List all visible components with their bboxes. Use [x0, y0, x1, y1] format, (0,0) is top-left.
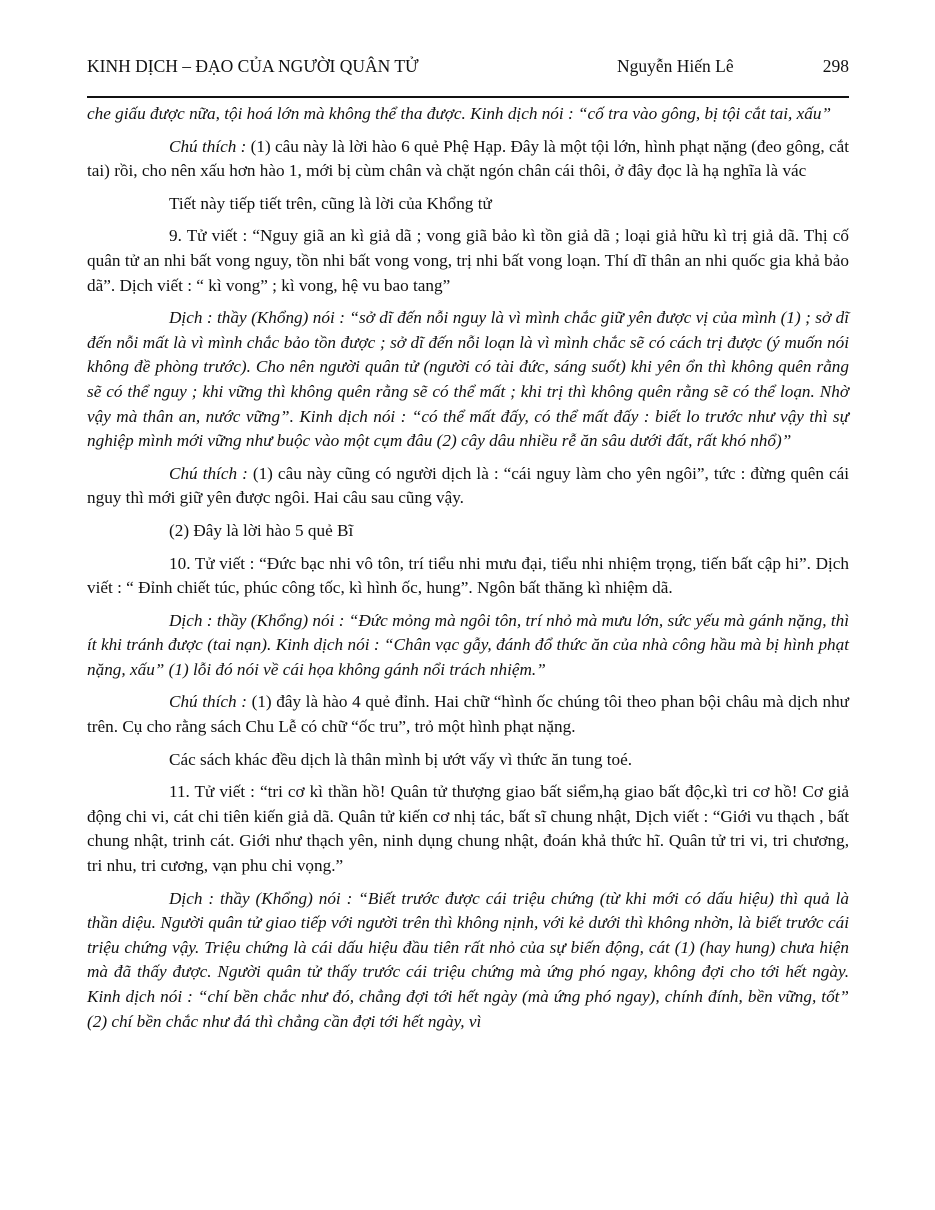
- italic-text: Chú thích :: [169, 136, 251, 156]
- italic-text: Chú thích :: [169, 692, 252, 712]
- paragraph: [87, 224, 849, 298]
- italic-text: Dịch : thầy (Khổng) nói : “Đức mỏng mà ngôi tôn, trí nhỏ mà mưu lớn, sức yếu mà gánh nặng, thì ít khi tránh được (tai nạn). Kinh dịch nói : “Chân vạc gẫy, đánh đổ thức ăn của nhà công hầu mà bị hình phạt nặng, xấu” (1) lỗi đó nói về cái họa không gánh nổi trách nhiệm.”: [87, 610, 849, 679]
- paragraph: [87, 102, 849, 127]
- body-text: 11. Tử viết : “tri cơ kì thần hồ! Quân tử thượng giao bất siểm,hạ giao bất độc,kì tri cơ hồ! Cơ giả động chi vi, cát chi tiên kiến giả dã. Quân tử kiến cơ nhị tác, bất sĩ chung nhật, Dịch viết : “Giới vu thạch , bất chung nhật, trinh cát. Giới như thạch yên, ninh dụng chung nhật, đoán khả thức hĩ. Quân tử tri vi, tri chương, tri nhu, tri cương, vạn phu chi vọng.”: [87, 782, 849, 876]
- italic-text: Dịch : thầy (Khổng) nói : “Biết trước được cái triệu chứng (từ khi mới có dấu hiệu) thì quả là thần diệu. Người quân tử giao tiếp với người trên thì không nịnh, với kẻ dưới thì không nhờn, là biết trước cái triệu chứng vậy. Triệu chứng là cái dấu hiệu đầu tiên rất nhỏ của sự biến động, cát (1) (hay hung) chưa hiện mà đã thấy được. Người quân tử thấy trước cái triệu chứng mà ứng phó ngay, không đợi cho tới hết ngày. Kinh dịch nói : “chí bền chắc như đó, chẳng đợi tới hết ngày (mà ứng phó ngay), chính đính, bền vững, tốt” (2) chí bền chắc như đá thì chẳng cần đợi tới hết ngày, vì: [87, 888, 849, 1031]
- paragraph: [87, 519, 849, 544]
- body-text: (2) Đây là lời hào 5 quẻ Bĩ: [169, 520, 354, 540]
- document-body: [87, 102, 849, 1034]
- document-page: [87, 56, 849, 1042]
- book-title: KINH DỊCH – ĐẠO CỦA NGƯỜI QUÂN TỬ: [87, 56, 419, 76]
- italic-text: Chú thích :: [169, 463, 253, 483]
- italic-text: che giấu được nữa, tội hoá lớn mà không thể tha được. Kinh dịch nói : “cố tra vào gông, bị tội cắt tai, xấu”: [87, 104, 832, 123]
- paragraph: [87, 192, 849, 217]
- paragraph: [87, 609, 849, 683]
- body-text: 10. Tử viết : “Đức bạc nhi vô tôn, trí tiểu nhi mưu đại, tiểu nhi nhiệm trọng, tiến bất cập hi”. Dịch viết : “ Đỉnh chiết túc, phúc công tốc, kì hình ốc, hung”. Ngôn bất thăng kì nhiệm dã.: [87, 553, 849, 598]
- page-number: 298: [822, 56, 849, 76]
- paragraph: [87, 887, 849, 1035]
- paragraph: [87, 748, 849, 773]
- body-text: (1) câu này cũng có người dịch là : “cái nguy làm cho yên ngôi”, tức : đừng quên cái nguy thì mới giữ yên được ngôi. Hai câu sau cũng vậy.: [87, 463, 849, 508]
- body-text: Tiết này tiếp tiết trên, cũng là lời của Khổng tử: [169, 193, 492, 213]
- body-text: Các sách khác đều dịch là thân mình bị ướt vấy vì thức ăn tung toé.: [169, 749, 633, 769]
- body-text: (1) đây là hào 4 quẻ đỉnh. Hai chữ “hình ốc chúng tôi theo phan bội châu mà dịch như trên. Cụ cho rằng sách Chu Lễ có chữ “ốc tru”, trỏ một hình phạt nặng.: [87, 692, 849, 737]
- body-text: (1) câu này là lời hào 6 quẻ Phệ Hạp. Đây là một tội lớn, hình phạt nặng (đeo gông, cắt tai) rồi, cho nên xấu hơn hào 1, mới bị cùm chân và chặt ngón chân cái thôi, ở đây đọc là hạ nghĩa là vác: [87, 136, 849, 181]
- paragraph: [87, 135, 849, 184]
- paragraph: [87, 306, 849, 454]
- author-name: Nguyễn Hiến Lê: [617, 56, 734, 76]
- italic-text: Dịch : thầy (Khổng) nói : “sở dĩ đến nỗi nguy là vì mình chắc giữ yên được vị của mình (1) ; sở dĩ đến nỗi mất là vì mình chắc bảo tồn được ; sở dĩ đến nỗi loạn là vì mình chắc sẽ có cách trị được (ý muốn nói không đề phòng trước). Cho nên người quân tử (người có tài đức, sáng suốt) khi yên ổn thì không quên rằng sẽ có thể nguy ; khi vững thì không quên rằng sẽ có thể mất ; khi trị thì không quên rằng sẽ có thể loạn. Nhờ vậy mà thân an, nước vững”. Kinh dịch nói : “có thể mất đấy, có thể mất đấy : biết lo trước như vậy thì sự nghiệp mình mới vững như buộc vào một cụm đâu (2) cây dâu nhiều rễ ăn sâu dưới đất, rất khó nhổ)”: [87, 308, 849, 451]
- paragraph: [87, 780, 849, 878]
- page-header: [87, 56, 849, 82]
- body-text: 9. Tử viết : “Nguy giã an kì giả dã ; vong giã bảo kì tồn giả dã ; loại giả hữu kì trị giả dã. Thị cố quân tử an nhi bất vong nguy, tồn nhi bất vong vong, trị nhi bất vong loạn. Thí dĩ thân an nhi quốc gia khả bảo dã”. Dịch viết : “ kì vong” ; kì vong, hệ vu bao tang”: [87, 226, 849, 295]
- paragraph: [87, 690, 849, 739]
- paragraph: [87, 462, 849, 511]
- header-rule: [87, 96, 849, 98]
- paragraph: [87, 552, 849, 601]
